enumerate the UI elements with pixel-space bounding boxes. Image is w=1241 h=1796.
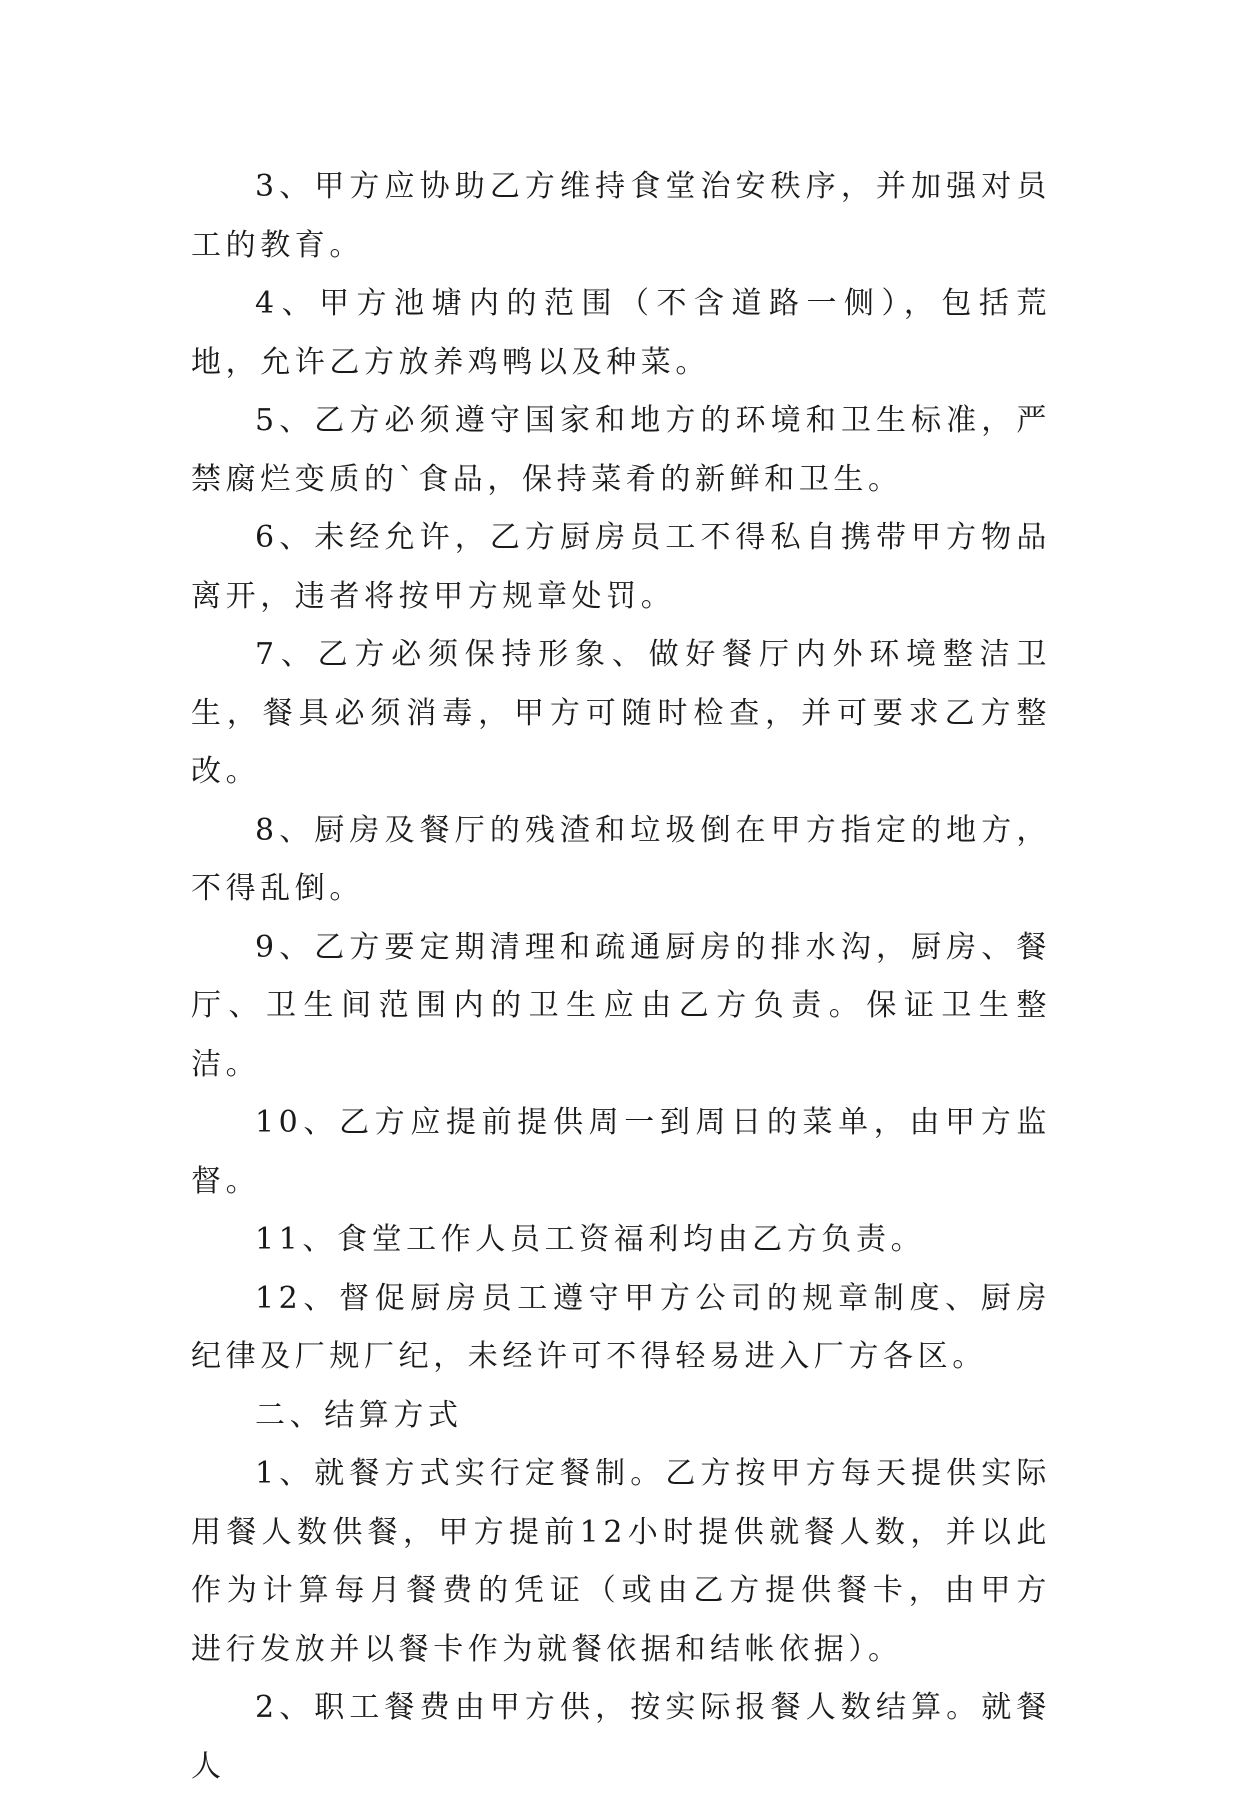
paragraph-item-3: 3、甲方应协助乙方维持食堂治安秩序，并加强对员工的教育。 [191, 169, 1051, 263]
document-body [191, 158, 1051, 1796]
paragraph-item-5: 5、乙方必须遵守国家和地方的环境和卫生标准，严禁腐烂变质的`食品，保持菜肴的新鲜和卫生。 [191, 403, 1051, 497]
section-heading-settlement: 二、结算方式 [255, 1397, 463, 1433]
paragraph-item-12: 12、督促厨房员工遵守甲方公司的规章制度、厨房纪律及厂规厂纪，未经许可不得轻易进入厂方各区。 [191, 1280, 1051, 1374]
paragraph-settlement-2: 2、职工餐费由甲方供，按实际报餐人数结算。就餐人 [191, 1690, 1051, 1784]
paragraph-item-4: 4、甲方池塘内的范围（不含道路一侧），包括荒地，允许乙方放养鸡鸭以及种菜。 [191, 286, 1051, 380]
paragraph-item-9: 9、乙方要定期清理和疏通厨房的排水沟，厨房、餐厅、卫生间范围内的卫生应由乙方负责。保证卫生整洁。 [191, 929, 1051, 1082]
paragraph-item-11: 11、食堂工作人员工资福利均由乙方负责。 [255, 1222, 926, 1257]
paragraph-item-10: 10、乙方应提前提供周一到周日的菜单，由甲方监督。 [191, 1105, 1051, 1199]
paragraph-item-8: 8、厨房及餐厅的残渣和垃圾倒在甲方指定的地方，不得乱倒。 [191, 812, 1051, 906]
paragraph-settlement-1: 1、就餐方式实行定餐制。乙方按甲方每天提供实际用餐人数供餐，甲方提前12小时提供就餐人数，并以此作为计算每月餐费的凭证（或由乙方提供餐卡，由甲方进行发放并以餐卡作为就餐依据和结帐依据）。 [191, 1456, 1051, 1667]
paragraph-item-7: 7、乙方必须保持形象、做好餐厅内外环境整洁卫生，餐具必须消毒，甲方可随时检查，并可要求乙方整改。 [191, 637, 1051, 789]
paragraph-item-6: 6、未经允许，乙方厨房员工不得私自携带甲方物品离开，违者将按甲方规章处罚。 [191, 520, 1051, 614]
